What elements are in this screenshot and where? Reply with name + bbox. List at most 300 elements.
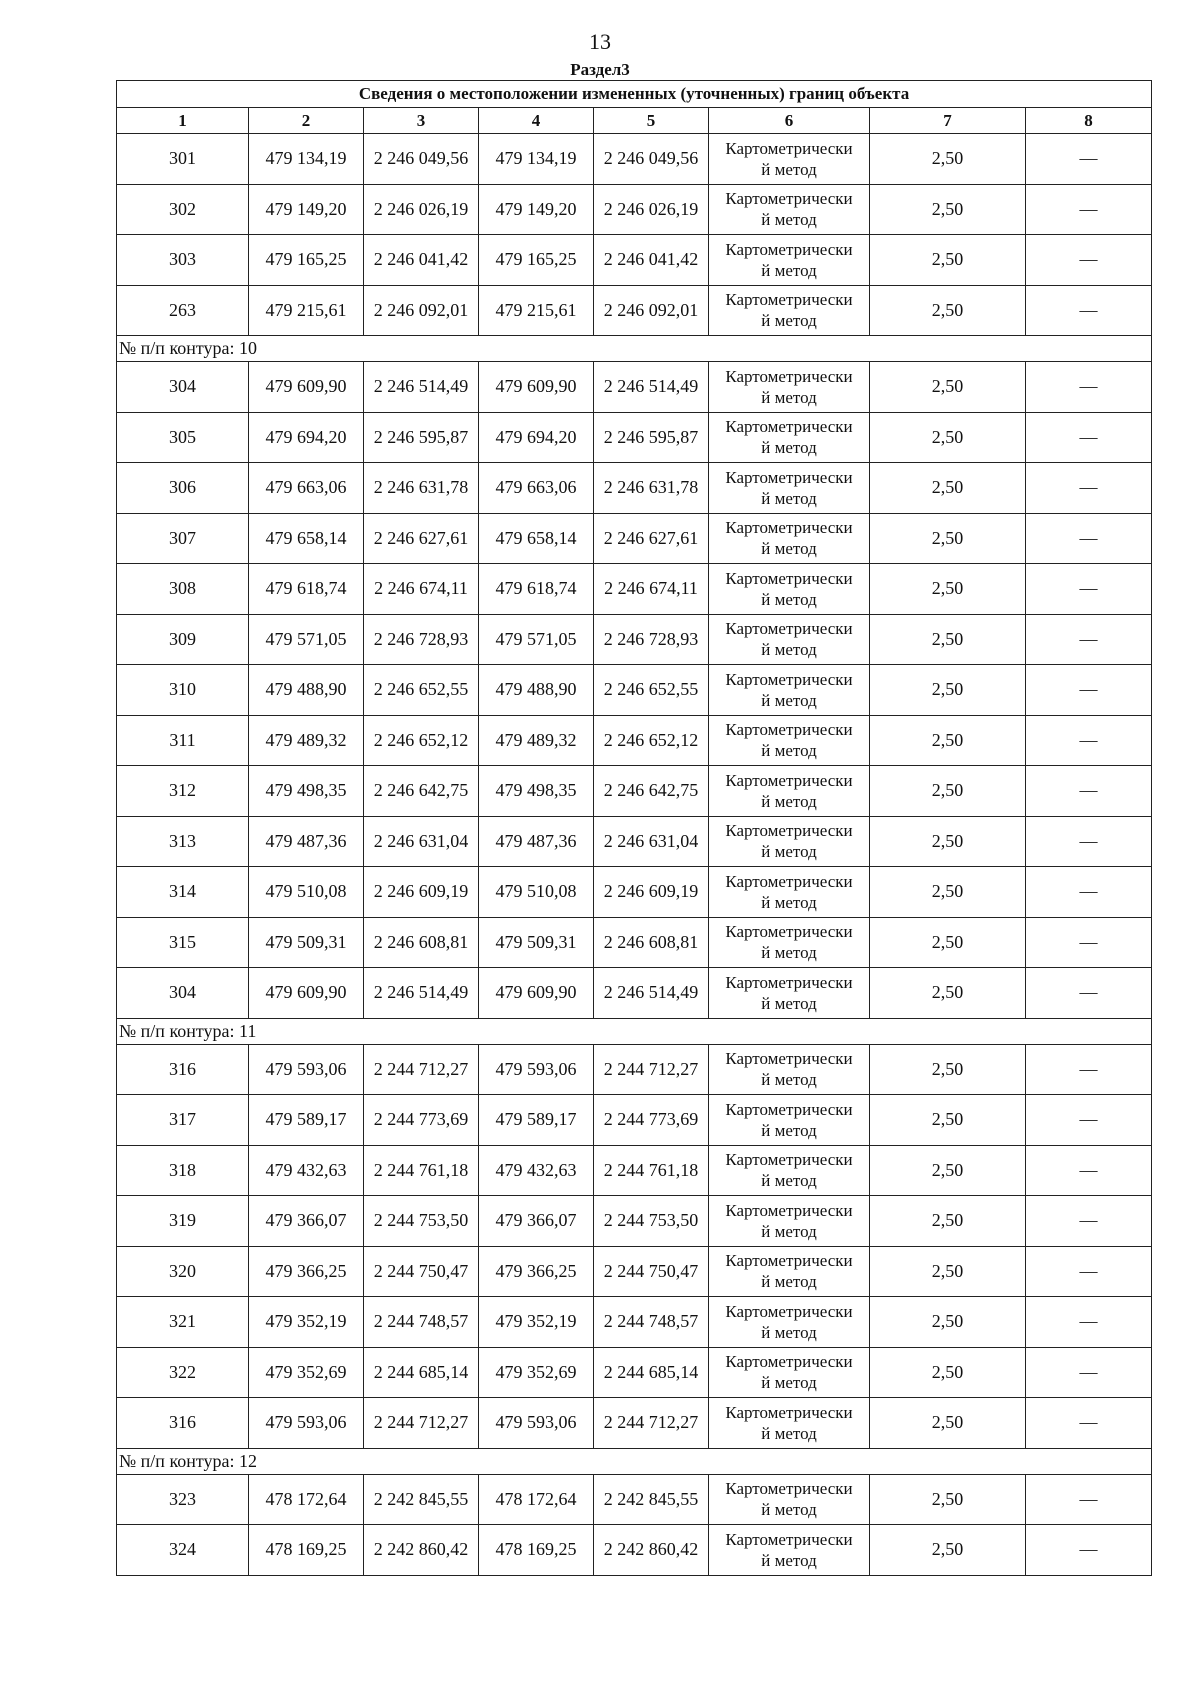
table-row <box>117 564 1152 615</box>
description-cell: — <box>1026 134 1152 185</box>
method-text-line1: Картометрически <box>725 1301 853 1321</box>
table-row <box>117 766 1152 817</box>
method-cell <box>709 513 870 564</box>
column-number: 1 <box>117 108 249 134</box>
description-cell: — <box>1026 362 1152 413</box>
point-number-cell: 320 <box>117 1246 249 1297</box>
x-coordinate-existing-cell: 479 487,36 <box>249 816 364 867</box>
y-coordinate-new-cell: 2 244 712,27 <box>594 1398 709 1449</box>
method-cell <box>709 1145 870 1196</box>
method-text-line2: й метод <box>761 438 817 458</box>
y-coordinate-existing-cell: 2 246 026,19 <box>364 184 479 235</box>
accuracy-cell: 2,50 <box>870 134 1026 185</box>
method-text-line1: Картометрически <box>725 239 853 259</box>
accuracy-cell: 2,50 <box>870 285 1026 336</box>
table-caption: Сведения о местоположении измененных (уточненных) границ объекта <box>117 81 1152 108</box>
accuracy-cell: 2,50 <box>870 1297 1026 1348</box>
y-coordinate-new-cell: 2 246 026,19 <box>594 184 709 235</box>
y-coordinate-existing-cell: 2 246 631,78 <box>364 463 479 514</box>
method-text-line2: й метод <box>761 1221 817 1241</box>
description-cell: — <box>1026 513 1152 564</box>
description-cell: — <box>1026 1044 1152 1095</box>
point-number-cell: 322 <box>117 1347 249 1398</box>
x-coordinate-existing-cell: 479 589,17 <box>249 1095 364 1146</box>
point-number-cell: 307 <box>117 513 249 564</box>
accuracy-cell: 2,50 <box>870 1095 1026 1146</box>
accuracy-cell: 2,50 <box>870 968 1026 1019</box>
method-text-line1: Картометрически <box>725 669 853 689</box>
x-coordinate-existing-cell: 479 489,32 <box>249 715 364 766</box>
x-coordinate-new-cell: 478 169,25 <box>479 1525 594 1576</box>
y-coordinate-new-cell: 2 246 652,12 <box>594 715 709 766</box>
table-row <box>117 1196 1152 1247</box>
y-coordinate-existing-cell: 2 246 652,55 <box>364 665 479 716</box>
method-text-line1: Картометрически <box>725 1099 853 1119</box>
method-text-line1: Картометрически <box>725 770 853 790</box>
x-coordinate-existing-cell: 479 658,14 <box>249 513 364 564</box>
method-cell <box>709 917 870 968</box>
accuracy-cell: 2,50 <box>870 665 1026 716</box>
point-number-cell: 301 <box>117 134 249 185</box>
point-number-cell: 306 <box>117 463 249 514</box>
y-coordinate-new-cell: 2 246 631,78 <box>594 463 709 514</box>
table-row <box>117 285 1152 336</box>
method-text-line1: Картометрически <box>725 1479 853 1499</box>
column-number: 2 <box>249 108 364 134</box>
x-coordinate-new-cell: 479 489,32 <box>479 715 594 766</box>
method-text-line2: й метод <box>761 589 817 609</box>
table-row <box>117 1347 1152 1398</box>
x-coordinate-new-cell: 479 488,90 <box>479 665 594 716</box>
y-coordinate-existing-cell: 2 244 712,27 <box>364 1044 479 1095</box>
x-coordinate-existing-cell: 479 571,05 <box>249 614 364 665</box>
method-text-line1: Картометрически <box>725 972 853 992</box>
description-cell: — <box>1026 867 1152 918</box>
description-cell: — <box>1026 463 1152 514</box>
y-coordinate-new-cell: 2 246 514,49 <box>594 968 709 1019</box>
method-text-line2: й метод <box>761 1550 817 1570</box>
y-coordinate-new-cell: 2 244 712,27 <box>594 1044 709 1095</box>
method-text-line1: Картометрически <box>725 1150 853 1170</box>
description-cell: — <box>1026 1145 1152 1196</box>
table-row <box>117 235 1152 286</box>
method-text-line1: Картометрически <box>725 821 853 841</box>
method-cell <box>709 1398 870 1449</box>
method-text-line2: й метод <box>761 1171 817 1191</box>
accuracy-cell: 2,50 <box>870 1246 1026 1297</box>
method-text-line1: Картометрически <box>725 1529 853 1549</box>
accuracy-cell: 2,50 <box>870 564 1026 615</box>
y-coordinate-existing-cell: 2 244 685,14 <box>364 1347 479 1398</box>
table-row <box>117 513 1152 564</box>
y-coordinate-new-cell: 2 244 761,18 <box>594 1145 709 1196</box>
method-text-line1: Картометрически <box>725 619 853 639</box>
y-coordinate-new-cell: 2 246 049,56 <box>594 134 709 185</box>
point-number-cell: 316 <box>117 1398 249 1449</box>
table-row <box>117 715 1152 766</box>
point-number-cell: 317 <box>117 1095 249 1146</box>
x-coordinate-new-cell: 479 510,08 <box>479 867 594 918</box>
accuracy-cell: 2,50 <box>870 1398 1026 1449</box>
x-coordinate-new-cell: 479 352,19 <box>479 1297 594 1348</box>
x-coordinate-existing-cell: 479 488,90 <box>249 665 364 716</box>
method-cell <box>709 235 870 286</box>
method-text-line1: Картометрически <box>725 467 853 487</box>
column-number: 7 <box>870 108 1026 134</box>
y-coordinate-existing-cell: 2 246 049,56 <box>364 134 479 185</box>
method-text-line1: Картометрически <box>725 1049 853 1069</box>
method-text-line2: й метод <box>761 387 817 407</box>
y-coordinate-new-cell: 2 246 627,61 <box>594 513 709 564</box>
column-number: 8 <box>1026 108 1152 134</box>
x-coordinate-new-cell: 479 663,06 <box>479 463 594 514</box>
x-coordinate-existing-cell: 479 215,61 <box>249 285 364 336</box>
accuracy-cell: 2,50 <box>870 917 1026 968</box>
x-coordinate-new-cell: 479 432,63 <box>479 1145 594 1196</box>
method-cell <box>709 1246 870 1297</box>
description-cell: — <box>1026 968 1152 1019</box>
description-cell: — <box>1026 564 1152 615</box>
accuracy-cell: 2,50 <box>870 1145 1026 1196</box>
x-coordinate-new-cell: 479 215,61 <box>479 285 594 336</box>
method-text-line2: й метод <box>761 791 817 811</box>
method-cell <box>709 816 870 867</box>
y-coordinate-existing-cell: 2 242 860,42 <box>364 1525 479 1576</box>
contour-label: № п/п контура: 10 <box>117 336 1152 362</box>
x-coordinate-new-cell: 479 593,06 <box>479 1044 594 1095</box>
contour-row <box>117 1018 1152 1044</box>
column-number: 4 <box>479 108 594 134</box>
method-cell <box>709 766 870 817</box>
table-row <box>117 614 1152 665</box>
x-coordinate-existing-cell: 479 366,25 <box>249 1246 364 1297</box>
accuracy-cell: 2,50 <box>870 463 1026 514</box>
x-coordinate-new-cell: 479 366,25 <box>479 1246 594 1297</box>
x-coordinate-existing-cell: 479 498,35 <box>249 766 364 817</box>
point-number-cell: 319 <box>117 1196 249 1247</box>
point-number-cell: 311 <box>117 715 249 766</box>
method-cell <box>709 715 870 766</box>
column-number: 5 <box>594 108 709 134</box>
x-coordinate-existing-cell: 479 509,31 <box>249 917 364 968</box>
contour-label: № п/п контура: 12 <box>117 1448 1152 1474</box>
x-coordinate-new-cell: 479 487,36 <box>479 816 594 867</box>
y-coordinate-new-cell: 2 246 631,04 <box>594 816 709 867</box>
y-coordinate-existing-cell: 2 246 514,49 <box>364 362 479 413</box>
method-text-line2: й метод <box>761 1373 817 1393</box>
y-coordinate-new-cell: 2 246 728,93 <box>594 614 709 665</box>
y-coordinate-existing-cell: 2 246 627,61 <box>364 513 479 564</box>
method-text-line2: й метод <box>761 993 817 1013</box>
y-coordinate-existing-cell: 2 246 514,49 <box>364 968 479 1019</box>
method-text-line2: й метод <box>761 311 817 331</box>
y-coordinate-existing-cell: 2 246 652,12 <box>364 715 479 766</box>
x-coordinate-existing-cell: 479 694,20 <box>249 412 364 463</box>
accuracy-cell: 2,50 <box>870 412 1026 463</box>
method-cell <box>709 1347 870 1398</box>
x-coordinate-existing-cell: 479 663,06 <box>249 463 364 514</box>
method-text-line2: й метод <box>761 539 817 559</box>
column-number: 3 <box>364 108 479 134</box>
x-coordinate-new-cell: 479 149,20 <box>479 184 594 235</box>
method-text-line1: Картометрически <box>725 290 853 310</box>
point-number-cell: 263 <box>117 285 249 336</box>
point-number-cell: 318 <box>117 1145 249 1196</box>
y-coordinate-existing-cell: 2 244 773,69 <box>364 1095 479 1146</box>
accuracy-cell: 2,50 <box>870 1525 1026 1576</box>
method-cell <box>709 285 870 336</box>
table-row <box>117 1297 1152 1348</box>
method-cell <box>709 134 870 185</box>
method-cell <box>709 614 870 665</box>
method-text-line2: й метод <box>761 1500 817 1520</box>
contour-row <box>117 336 1152 362</box>
x-coordinate-existing-cell: 479 134,19 <box>249 134 364 185</box>
y-coordinate-existing-cell: 2 246 609,19 <box>364 867 479 918</box>
description-cell: — <box>1026 816 1152 867</box>
table-row <box>117 917 1152 968</box>
accuracy-cell: 2,50 <box>870 513 1026 564</box>
description-cell: — <box>1026 614 1152 665</box>
method-text-line2: й метод <box>761 210 817 230</box>
table-row <box>117 1474 1152 1525</box>
table-row <box>117 134 1152 185</box>
x-coordinate-new-cell: 478 172,64 <box>479 1474 594 1525</box>
method-text-line2: й метод <box>761 1423 817 1443</box>
point-number-cell: 310 <box>117 665 249 716</box>
description-cell: — <box>1026 1525 1152 1576</box>
method-text-line1: Картометрически <box>725 1251 853 1271</box>
y-coordinate-new-cell: 2 246 609,19 <box>594 867 709 918</box>
x-coordinate-existing-cell: 479 165,25 <box>249 235 364 286</box>
x-coordinate-existing-cell: 479 432,63 <box>249 1145 364 1196</box>
method-cell <box>709 1474 870 1525</box>
x-coordinate-existing-cell: 479 593,06 <box>249 1044 364 1095</box>
point-number-cell: 316 <box>117 1044 249 1095</box>
x-coordinate-existing-cell: 479 149,20 <box>249 184 364 235</box>
method-text-line1: Картометрически <box>725 1200 853 1220</box>
y-coordinate-existing-cell: 2 246 595,87 <box>364 412 479 463</box>
method-cell <box>709 1525 870 1576</box>
accuracy-cell: 2,50 <box>870 867 1026 918</box>
y-coordinate-new-cell: 2 246 595,87 <box>594 412 709 463</box>
boundary-coordinates-table <box>116 80 1152 1576</box>
table-row <box>117 867 1152 918</box>
description-cell: — <box>1026 1246 1152 1297</box>
method-text-line1: Картометрически <box>725 922 853 942</box>
method-text-line2: й метод <box>761 943 817 963</box>
accuracy-cell: 2,50 <box>870 816 1026 867</box>
method-text-line1: Картометрически <box>725 366 853 386</box>
y-coordinate-new-cell: 2 244 750,47 <box>594 1246 709 1297</box>
method-text-line2: й метод <box>761 488 817 508</box>
y-coordinate-new-cell: 2 246 642,75 <box>594 766 709 817</box>
method-cell <box>709 184 870 235</box>
accuracy-cell: 2,50 <box>870 1474 1026 1525</box>
table-row <box>117 1246 1152 1297</box>
description-cell: — <box>1026 184 1152 235</box>
accuracy-cell: 2,50 <box>870 184 1026 235</box>
x-coordinate-existing-cell: 479 609,90 <box>249 362 364 413</box>
x-coordinate-existing-cell: 478 169,25 <box>249 1525 364 1576</box>
x-coordinate-existing-cell: 478 172,64 <box>249 1474 364 1525</box>
y-coordinate-existing-cell: 2 244 712,27 <box>364 1398 479 1449</box>
method-text-line1: Картометрически <box>725 871 853 891</box>
x-coordinate-new-cell: 479 134,19 <box>479 134 594 185</box>
method-text-line2: й метод <box>761 260 817 280</box>
point-number-cell: 314 <box>117 867 249 918</box>
x-coordinate-new-cell: 479 694,20 <box>479 412 594 463</box>
method-cell <box>709 564 870 615</box>
description-cell: — <box>1026 1196 1152 1247</box>
method-text-line1: Картометрически <box>725 1402 853 1422</box>
method-text-line2: й метод <box>761 842 817 862</box>
point-number-cell: 304 <box>117 968 249 1019</box>
x-coordinate-new-cell: 479 498,35 <box>479 766 594 817</box>
description-cell: — <box>1026 917 1152 968</box>
table-row <box>117 968 1152 1019</box>
point-number-cell: 303 <box>117 235 249 286</box>
description-cell: — <box>1026 1347 1152 1398</box>
column-number: 6 <box>709 108 870 134</box>
x-coordinate-existing-cell: 479 618,74 <box>249 564 364 615</box>
table-body <box>117 134 1152 1576</box>
method-text-line1: Картометрически <box>725 189 853 209</box>
point-number-cell: 312 <box>117 766 249 817</box>
point-number-cell: 324 <box>117 1525 249 1576</box>
description-cell: — <box>1026 412 1152 463</box>
method-cell <box>709 665 870 716</box>
accuracy-cell: 2,50 <box>870 1347 1026 1398</box>
x-coordinate-new-cell: 479 366,07 <box>479 1196 594 1247</box>
point-number-cell: 309 <box>117 614 249 665</box>
y-coordinate-existing-cell: 2 246 674,11 <box>364 564 479 615</box>
point-number-cell: 302 <box>117 184 249 235</box>
table-row <box>117 816 1152 867</box>
table-row <box>117 463 1152 514</box>
method-text-line2: й метод <box>761 741 817 761</box>
point-number-cell: 304 <box>117 362 249 413</box>
contour-label: № п/п контура: 11 <box>117 1018 1152 1044</box>
accuracy-cell: 2,50 <box>870 1196 1026 1247</box>
accuracy-cell: 2,50 <box>870 715 1026 766</box>
description-cell: — <box>1026 1095 1152 1146</box>
y-coordinate-existing-cell: 2 244 761,18 <box>364 1145 479 1196</box>
method-text-line1: Картометрически <box>725 1352 853 1372</box>
method-text-line2: й метод <box>761 640 817 660</box>
y-coordinate-new-cell: 2 244 685,14 <box>594 1347 709 1398</box>
y-coordinate-new-cell: 2 246 674,11 <box>594 564 709 615</box>
x-coordinate-existing-cell: 479 352,69 <box>249 1347 364 1398</box>
x-coordinate-existing-cell: 479 366,07 <box>249 1196 364 1247</box>
y-coordinate-new-cell: 2 242 845,55 <box>594 1474 709 1525</box>
y-coordinate-new-cell: 2 246 608,81 <box>594 917 709 968</box>
y-coordinate-new-cell: 2 244 748,57 <box>594 1297 709 1348</box>
y-coordinate-existing-cell: 2 246 728,93 <box>364 614 479 665</box>
section-title: Раздел3 <box>570 60 630 79</box>
point-number-cell: 305 <box>117 412 249 463</box>
y-coordinate-existing-cell: 2 244 753,50 <box>364 1196 479 1247</box>
table-row <box>117 1145 1152 1196</box>
method-cell <box>709 968 870 1019</box>
point-number-cell: 315 <box>117 917 249 968</box>
method-text-line2: й метод <box>761 690 817 710</box>
point-number-cell: 321 <box>117 1297 249 1348</box>
table-row <box>117 1044 1152 1095</box>
method-text-line1: Картометрически <box>725 568 853 588</box>
y-coordinate-existing-cell: 2 246 642,75 <box>364 766 479 817</box>
method-cell <box>709 1196 870 1247</box>
x-coordinate-new-cell: 479 618,74 <box>479 564 594 615</box>
method-cell <box>709 463 870 514</box>
method-text-line2: й метод <box>761 1070 817 1090</box>
x-coordinate-existing-cell: 479 352,19 <box>249 1297 364 1348</box>
y-coordinate-existing-cell: 2 244 748,57 <box>364 1297 479 1348</box>
method-cell <box>709 1297 870 1348</box>
x-coordinate-new-cell: 479 352,69 <box>479 1347 594 1398</box>
y-coordinate-new-cell: 2 246 041,42 <box>594 235 709 286</box>
x-coordinate-new-cell: 479 571,05 <box>479 614 594 665</box>
y-coordinate-new-cell: 2 246 092,01 <box>594 285 709 336</box>
method-cell <box>709 1095 870 1146</box>
method-text-line2: й метод <box>761 892 817 912</box>
table-row <box>117 184 1152 235</box>
contour-row <box>117 1448 1152 1474</box>
method-text-line1: Картометрически <box>725 518 853 538</box>
x-coordinate-new-cell: 479 609,90 <box>479 362 594 413</box>
accuracy-cell: 2,50 <box>870 362 1026 413</box>
table-row <box>117 665 1152 716</box>
table-row <box>117 1095 1152 1146</box>
page-number: 13 <box>589 29 611 54</box>
description-cell: — <box>1026 715 1152 766</box>
method-text-line1: Картометрически <box>725 417 853 437</box>
method-cell <box>709 1044 870 1095</box>
method-cell <box>709 362 870 413</box>
x-coordinate-new-cell: 479 589,17 <box>479 1095 594 1146</box>
point-number-cell: 308 <box>117 564 249 615</box>
x-coordinate-new-cell: 479 609,90 <box>479 968 594 1019</box>
description-cell: — <box>1026 285 1152 336</box>
y-coordinate-new-cell: 2 244 773,69 <box>594 1095 709 1146</box>
x-coordinate-existing-cell: 479 510,08 <box>249 867 364 918</box>
x-coordinate-existing-cell: 479 593,06 <box>249 1398 364 1449</box>
y-coordinate-existing-cell: 2 244 750,47 <box>364 1246 479 1297</box>
y-coordinate-new-cell: 2 246 514,49 <box>594 362 709 413</box>
x-coordinate-new-cell: 479 165,25 <box>479 235 594 286</box>
accuracy-cell: 2,50 <box>870 614 1026 665</box>
description-cell: — <box>1026 235 1152 286</box>
method-text-line1: Картометрически <box>725 138 853 158</box>
method-cell <box>709 867 870 918</box>
method-text-line2: й метод <box>761 1272 817 1292</box>
y-coordinate-existing-cell: 2 246 631,04 <box>364 816 479 867</box>
y-coordinate-existing-cell: 2 242 845,55 <box>364 1474 479 1525</box>
y-coordinate-existing-cell: 2 246 041,42 <box>364 235 479 286</box>
y-coordinate-new-cell: 2 244 753,50 <box>594 1196 709 1247</box>
point-number-cell: 323 <box>117 1474 249 1525</box>
description-cell: — <box>1026 1474 1152 1525</box>
description-cell: — <box>1026 766 1152 817</box>
method-cell <box>709 412 870 463</box>
y-coordinate-existing-cell: 2 246 608,81 <box>364 917 479 968</box>
table-row <box>117 412 1152 463</box>
table-row <box>117 362 1152 413</box>
accuracy-cell: 2,50 <box>870 766 1026 817</box>
x-coordinate-new-cell: 479 593,06 <box>479 1398 594 1449</box>
x-coordinate-existing-cell: 479 609,90 <box>249 968 364 1019</box>
x-coordinate-new-cell: 479 509,31 <box>479 917 594 968</box>
